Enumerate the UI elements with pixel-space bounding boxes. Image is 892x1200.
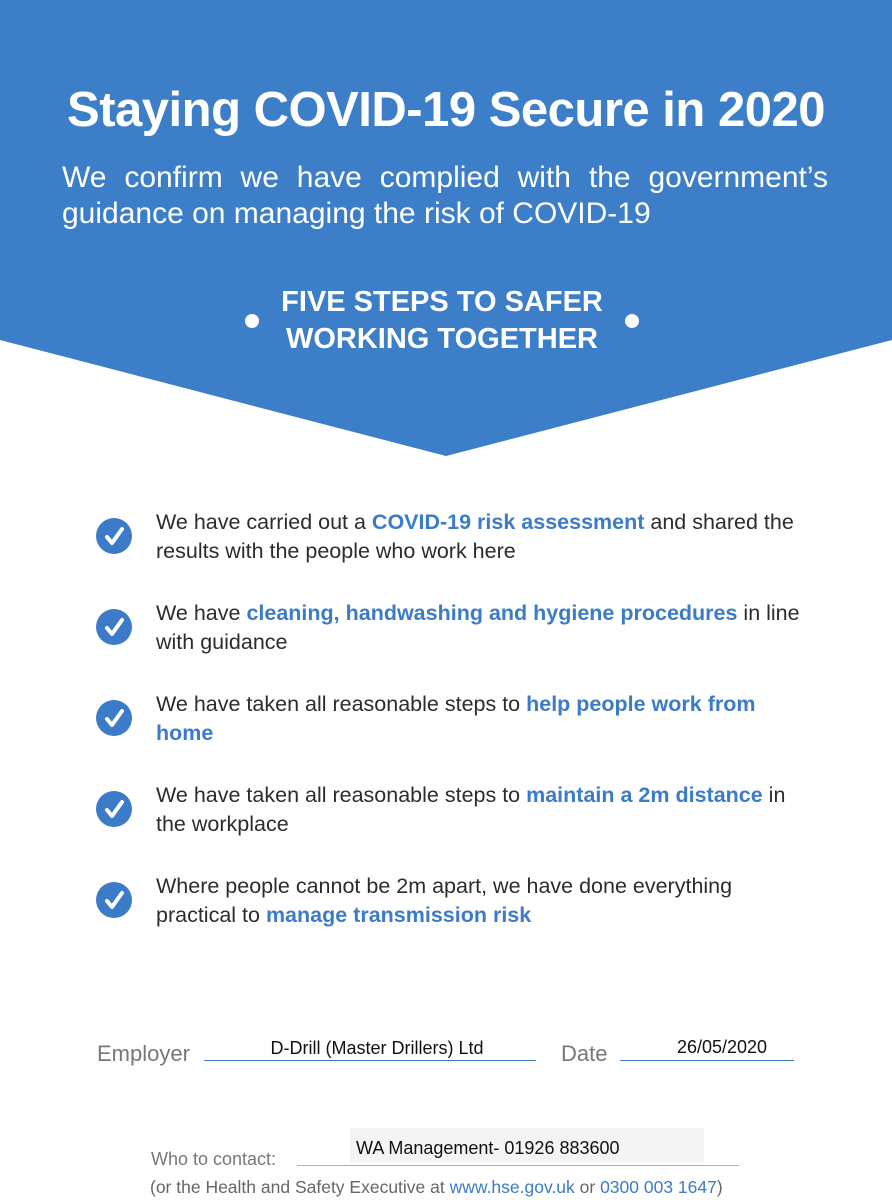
employer-field[interactable]: D-Drill (Master Drillers) Ltd (270, 1038, 484, 1058)
date-field[interactable]: 26/05/2020 (676, 1037, 768, 1057)
page-title: Staying COVID-19 Secure in 2020 (67, 83, 825, 137)
list-item (96, 508, 816, 578)
steps-heading (232, 284, 652, 358)
employer-line (204, 1060, 536, 1061)
date-line (620, 1060, 794, 1061)
hse-phone-link[interactable]: 0300 003 1647 (600, 1177, 717, 1197)
list-item (96, 872, 816, 942)
check-circle-icon (96, 700, 132, 736)
steps-heading-line-2: WORKING TOGETHER (285, 323, 599, 355)
steps-heading-line-1: FIVE STEPS TO SAFER (281, 286, 603, 318)
hse-website-link[interactable]: www.hse.gov.uk (449, 1177, 575, 1197)
step-highlight: manage transmission risk (265, 903, 532, 927)
check-circle-icon (96, 882, 132, 918)
contact-field[interactable]: WA Management- 01926 883600 (356, 1138, 620, 1158)
bullet-dot-right (625, 314, 639, 328)
steps-heading-text (259, 284, 625, 358)
step-text: We have cleaning, handwashing and hygiene procedures in line with guidance (156, 601, 800, 654)
check-circle-icon (96, 791, 132, 827)
list-item (96, 690, 816, 760)
contact-label: Who to contact: (151, 1149, 277, 1169)
step-text: We have carried out a COVID-19 risk assessment and shared the results with the people who work here (156, 510, 794, 563)
step-text: We have taken all reasonable steps to maintain a 2m distance in the workplace (156, 783, 786, 836)
step-highlight: cleaning, handwashing and hygiene procedures (246, 601, 738, 625)
bullet-dot-left (245, 314, 259, 328)
footer-note: (or the Health and Safety Executive at www.hse.gov.uk or 0300 003 1647) (150, 1177, 723, 1197)
list-item (96, 781, 816, 851)
step-text: Where people cannot be 2m apart, we have done everything practical to manage transmission risk (156, 874, 733, 927)
page-subtitle: We confirm we have complied with the government’s guidance on managing the risk of COVID-19 (62, 161, 828, 230)
step-highlight: maintain a 2m distance (526, 783, 763, 807)
contact-line (297, 1165, 739, 1166)
employer-label: Employer (97, 1041, 190, 1066)
step-highlight: COVID-19 risk assessment (371, 510, 645, 534)
check-circle-icon (96, 609, 132, 645)
check-circle-icon (96, 518, 132, 554)
date-label: Date (561, 1041, 608, 1066)
step-text: We have taken all reasonable steps to help people work from home (156, 692, 756, 745)
step-highlight: help people work from home (156, 692, 756, 745)
list-item (96, 599, 816, 669)
